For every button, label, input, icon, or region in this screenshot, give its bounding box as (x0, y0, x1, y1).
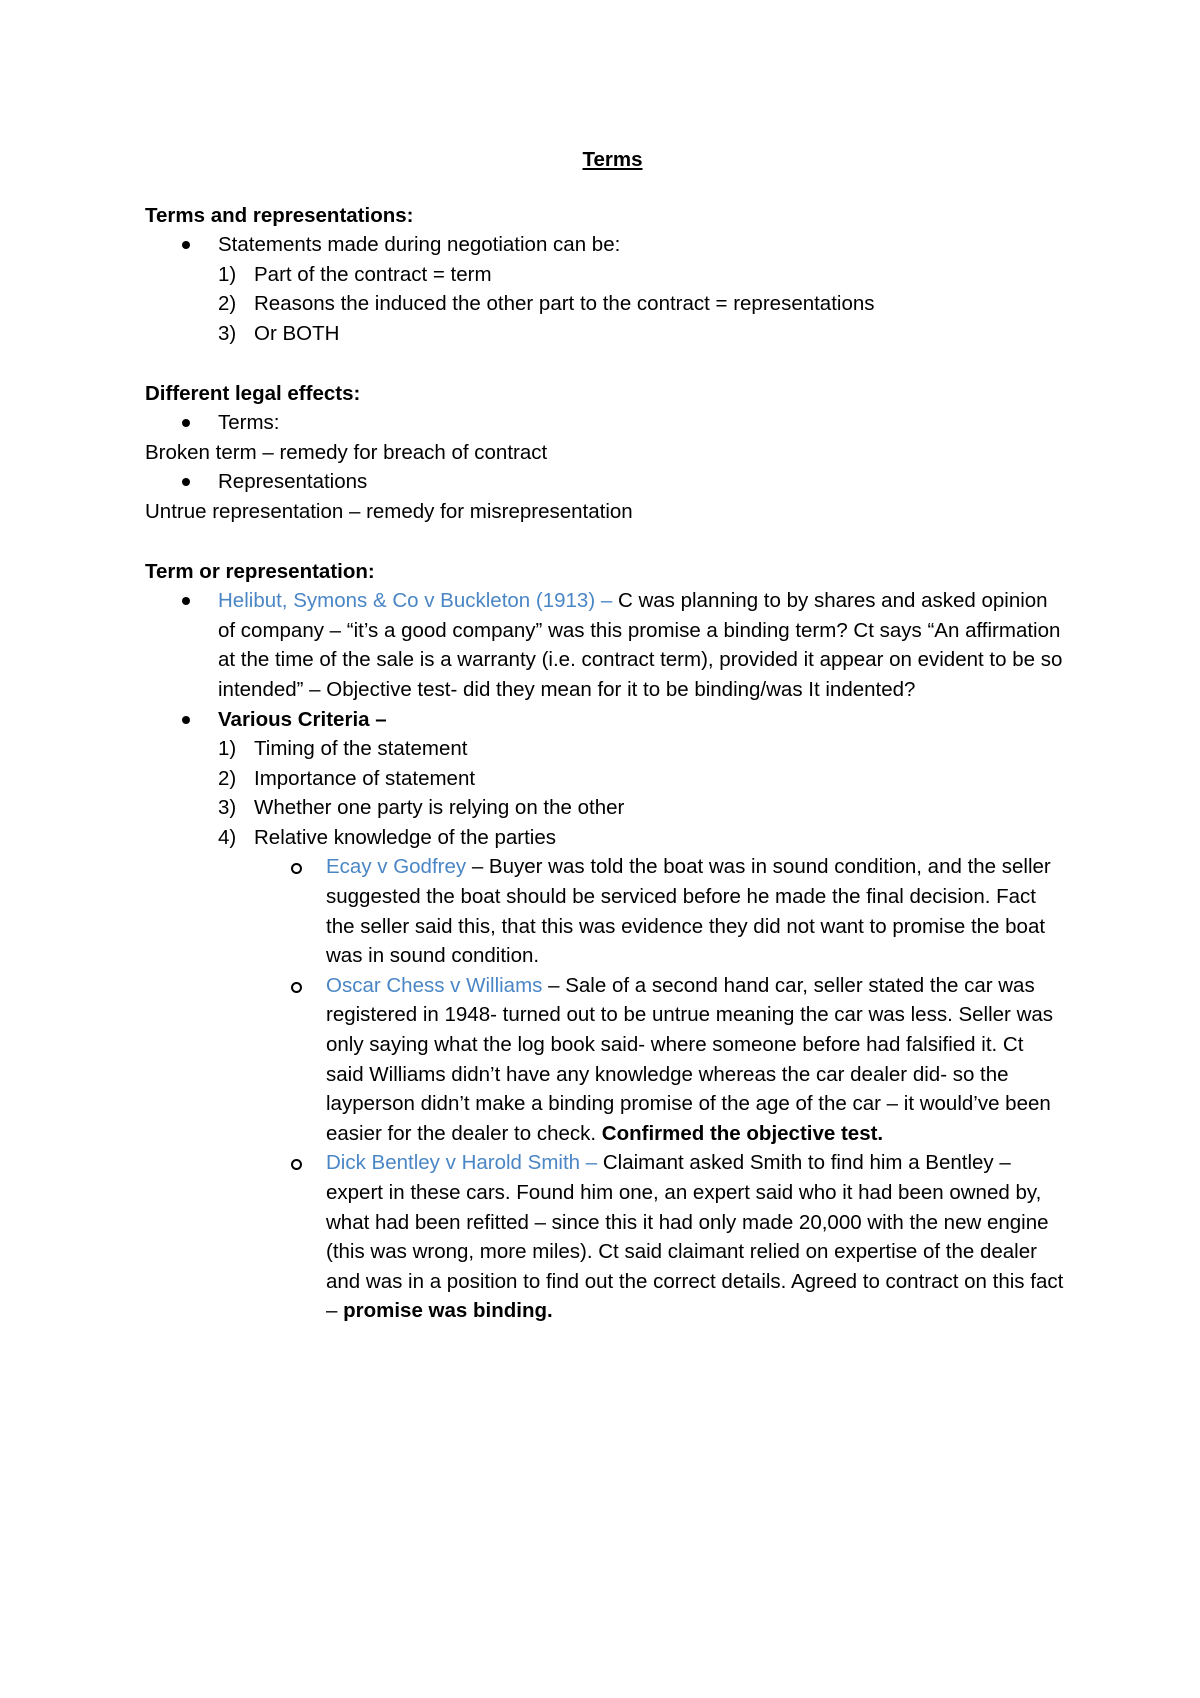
numbered-item (218, 823, 1065, 1326)
bullet-text: Statements made during negotiation can be: (218, 233, 621, 257)
item-number: 2) (218, 766, 237, 790)
bullet-icon (182, 478, 190, 486)
bullet-item (145, 467, 1065, 497)
sub-bullet-item (254, 852, 1065, 970)
bullet-icon (182, 597, 190, 605)
sub-bullet-item (254, 971, 1065, 1149)
item-number: 1) (218, 737, 237, 761)
case-text: – Buyer was told the boat was in sound condition, and the seller suggested the boat should be serviced before he made the final decision. Fact the seller said this, that this was evidence they did not want to promise the boat was in sound condition. (326, 855, 1051, 968)
sub-bullet-list (254, 852, 1065, 1326)
criteria-label: Various Criteria – (218, 707, 387, 731)
case-name: Dick Bentley v Harold Smith – (326, 1151, 598, 1175)
bullet-list (145, 467, 1065, 497)
bullet-list (145, 408, 1065, 438)
case-name: Oscar Chess v Williams (326, 973, 543, 997)
case-text: C was planning to by shares and asked opinion of company – “it’s a good company” was this promise a binding term? Ct says “An affirmation at the time of the sale is a warranty (i.e. contract term), provided it appear on evident to be so intended” – Objective test- did they mean for it to be binding/was It indented? (218, 589, 1063, 701)
paragraph-line: Broken term – remedy for breach of contract (145, 440, 548, 464)
item-number: 1) (218, 262, 237, 286)
item-text: Timing of the statement (254, 737, 468, 761)
bullet-list (145, 230, 1065, 348)
paragraph-line: Untrue representation – remedy for misrepresentation (145, 499, 633, 523)
case-name: Helibut, Symons & Co v Buckleton (1913) – (218, 589, 613, 613)
section-heading-different-legal-effects: Different legal effects: (145, 381, 361, 405)
case-text: Claimant asked Smith to find him a Bentley – expert in these cars. Found him one, an expert said who it had been owned by, what had been refitted – since this it had only made 20,000 with the new engine (this was wrong, more miles). Ct said claimant relied on expertise of the dealer and was in a position to find out the correct details. Agreed to contract on this fact – (326, 1151, 1064, 1323)
bullet-item (145, 408, 1065, 438)
bullet-text: Representations (218, 470, 368, 494)
sub-bullet-item (254, 1148, 1065, 1326)
case-text: – Sale of a second hand car, seller stated the car was registered in 1948- turned out to be untrue meaning the car was less. Seller was only saying what the log book said- where someone before had falsified it. Ct said Williams didn’t have any knowledge whereas the car dealer did- so the layperson didn’t make a binding promise of the age of the car – it would’ve been easier for the dealer to check. (326, 973, 1054, 1145)
case-conclusion: promise was binding. (343, 1299, 553, 1323)
case-conclusion: Confirmed the objective test. (601, 1121, 884, 1145)
item-text: Relative knowledge of the parties (254, 825, 556, 849)
bullet-item (145, 586, 1065, 704)
item-number: 2) (218, 292, 237, 316)
item-number: 3) (218, 796, 237, 820)
numbered-item (218, 289, 1065, 319)
section-heading-terms-and-representations: Terms and representations: (145, 203, 414, 227)
numbered-item (218, 260, 1065, 290)
bullet-list (145, 586, 1065, 1326)
numbered-list (218, 260, 1065, 349)
numbered-item (218, 734, 1065, 764)
item-text: Importance of statement (254, 766, 476, 790)
hollow-circle-icon (291, 1159, 302, 1170)
numbered-item (218, 793, 1065, 823)
bullet-item (145, 705, 1065, 1326)
bullet-icon (182, 419, 190, 427)
bullet-icon (182, 716, 190, 724)
hollow-circle-icon (291, 863, 302, 874)
page-title: Terms (582, 148, 643, 171)
bullet-text: Terms: (218, 411, 280, 435)
item-text: Part of the contract = term (254, 262, 492, 286)
numbered-item (218, 764, 1065, 794)
bullet-icon (182, 241, 190, 249)
case-name: Ecay v Godfrey (326, 855, 467, 879)
item-text: Or BOTH (254, 321, 340, 345)
hollow-circle-icon (291, 982, 302, 993)
item-number: 4) (218, 825, 237, 849)
numbered-list (218, 734, 1065, 1326)
bullet-item (145, 230, 1065, 348)
item-text: Reasons the induced the other part to the contract = representations (254, 292, 875, 316)
section-heading-term-or-representation: Term or representation: (145, 559, 375, 583)
numbered-item (218, 319, 1065, 349)
document-page (145, 145, 1065, 1326)
item-text: Whether one party is relying on the other (254, 796, 625, 820)
item-number: 3) (218, 321, 237, 345)
